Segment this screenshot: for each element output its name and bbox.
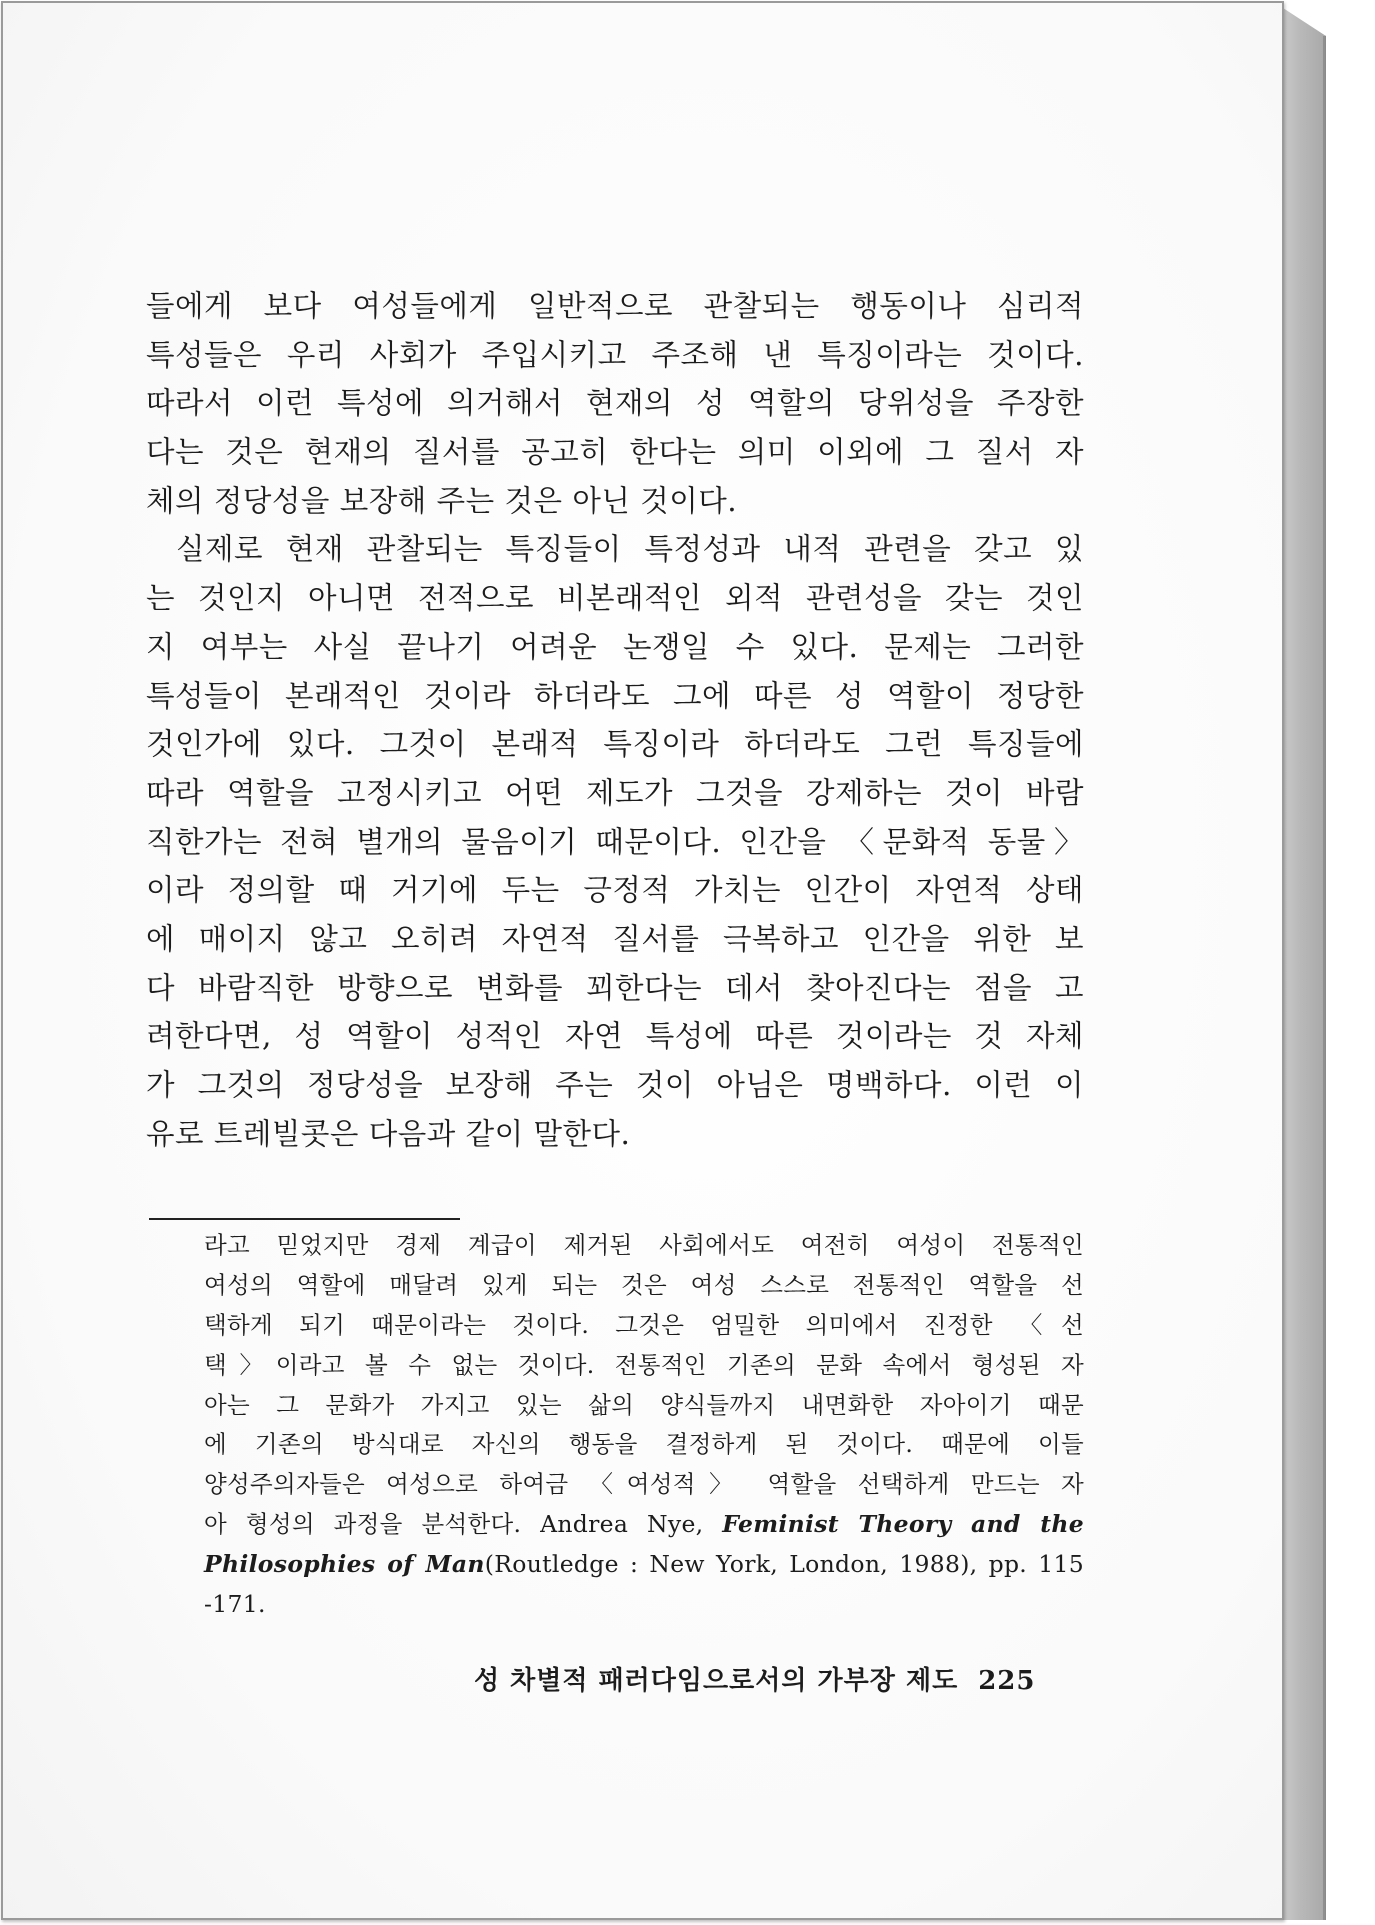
body-line: 직한가는 전혀 별개의 물음이기 때문이다. 인간을 〈문화적 동물〉 — [146, 824, 1084, 859]
footnote-divider — [149, 1218, 460, 1220]
body-line: 실제로 현재 관찰되는 특징들이 특정성과 내적 관련을 갖고 있 — [176, 532, 1084, 567]
footnote-line: 아는 그 문화가 가지고 있는 삶의 양식들까지 내면화한 자아이기 때문 — [204, 1390, 1084, 1419]
body-line: 들에게 보다 여성들에게 일반적으로 관찰되는 행동이나 심리적 — [146, 289, 1084, 323]
body-line: 이라 정의할 때 거기에 두는 긍정적 가치는 인간이 자연적 상태 — [146, 873, 1084, 908]
book-title-part2: Philosophies of Man — [204, 1550, 485, 1579]
footnote-line: 택〉이라고 볼 수 없는 것이다. 전통적인 기존의 문화 속에서 형성된 자 — [204, 1350, 1084, 1379]
body-text — [146, 282, 1084, 1158]
body-line: 특성들이 본래적인 것이라 하더라도 그에 따른 성 역할이 정당한 — [146, 678, 1084, 713]
body-line: 는 것인지 아니면 전적으로 비본래적인 외적 관련성을 갖는 것인 — [146, 581, 1084, 616]
footnote-citation-prefix: 아 형성의 과정을 분석한다. Andrea Nye, — [204, 1510, 723, 1539]
footnote-line: 택하게 되기 때문이라는 것이다. 그것은 엄밀한 의미에서 진정한 〈선 — [204, 1310, 1084, 1339]
body-line: 가 그것의 정당성을 보장해 주는 것이 아님은 명백하다. 이런 이 — [146, 1068, 1084, 1102]
running-footer — [474, 1660, 1064, 1697]
running-title: 성 차별적 패러다임으로서의 가부장 제도 — [474, 1666, 959, 1696]
book-title-part1: Feminist Theory and the — [722, 1510, 1084, 1539]
book-page-edge — [1283, 8, 1326, 1920]
footnote-line: 에 기존의 방식대로 자신의 행동을 결정하게 된 것이다. 때문에 이들 — [204, 1430, 1084, 1459]
body-line: 것인가에 있다. 그것이 본래적 특징이라 하더라도 그런 특징들에 — [146, 727, 1084, 762]
body-line: 따라서 이런 특성에 의거해서 현재의 성 역할의 당위성을 주장한 — [146, 386, 1084, 421]
body-line: 려한다면, 성 역할이 성적인 자연 특성에 따른 것이라는 것 자체 — [146, 1019, 1084, 1054]
footnote-text — [204, 1226, 1084, 1625]
body-line: 지 여부는 사실 끝나기 어려운 논쟁일 수 있다. 문제는 그러한 — [146, 629, 1084, 664]
body-line: 에 매이지 않고 오히려 자연적 질서를 극복하고 인간을 위한 보 — [146, 921, 1084, 956]
footnote-line: 여성의 역할에 매달려 있게 되는 것은 여성 스스로 전통적인 역할을 선 — [204, 1270, 1084, 1299]
footnote-line: -171. — [204, 1590, 266, 1619]
body-line: 다는 것은 현재의 질서를 공고히 한다는 의미 이외에 그 질서 자 — [146, 435, 1084, 470]
footnote-citation-publisher: (Routledge : New York, London, 1988), pp. 115 — [484, 1550, 1084, 1579]
body-line: 다 바람직한 방향으로 변화를 꾀한다는 데서 찾아진다는 점을 고 — [146, 970, 1084, 1005]
footnote-line-citation — [204, 1545, 1084, 1585]
footnote-line-citation — [204, 1505, 1084, 1545]
footnote-line: 라고 믿었지만 경제 계급이 제거된 사회에서도 여전히 여성이 전통적인 — [204, 1231, 1084, 1259]
body-line: 유로 트레빌콧은 다음과 같이 말한다. — [146, 1116, 631, 1151]
body-line: 따라 역할을 고정시키고 어떤 제도가 그것을 강제하는 것이 바람 — [146, 775, 1084, 810]
page-number: 225 — [978, 1666, 1036, 1696]
footnote-line: 양성주의자들은 여성으로 하여금 〈여성적〉 역할을 선택하게 만드는 자 — [204, 1470, 1084, 1499]
body-line: 체의 정당성을 보장해 주는 것은 아닌 것이다. — [146, 483, 738, 518]
body-line: 특성들은 우리 사회가 주입시키고 주조해 낸 특징이라는 것이다. — [146, 337, 1084, 372]
